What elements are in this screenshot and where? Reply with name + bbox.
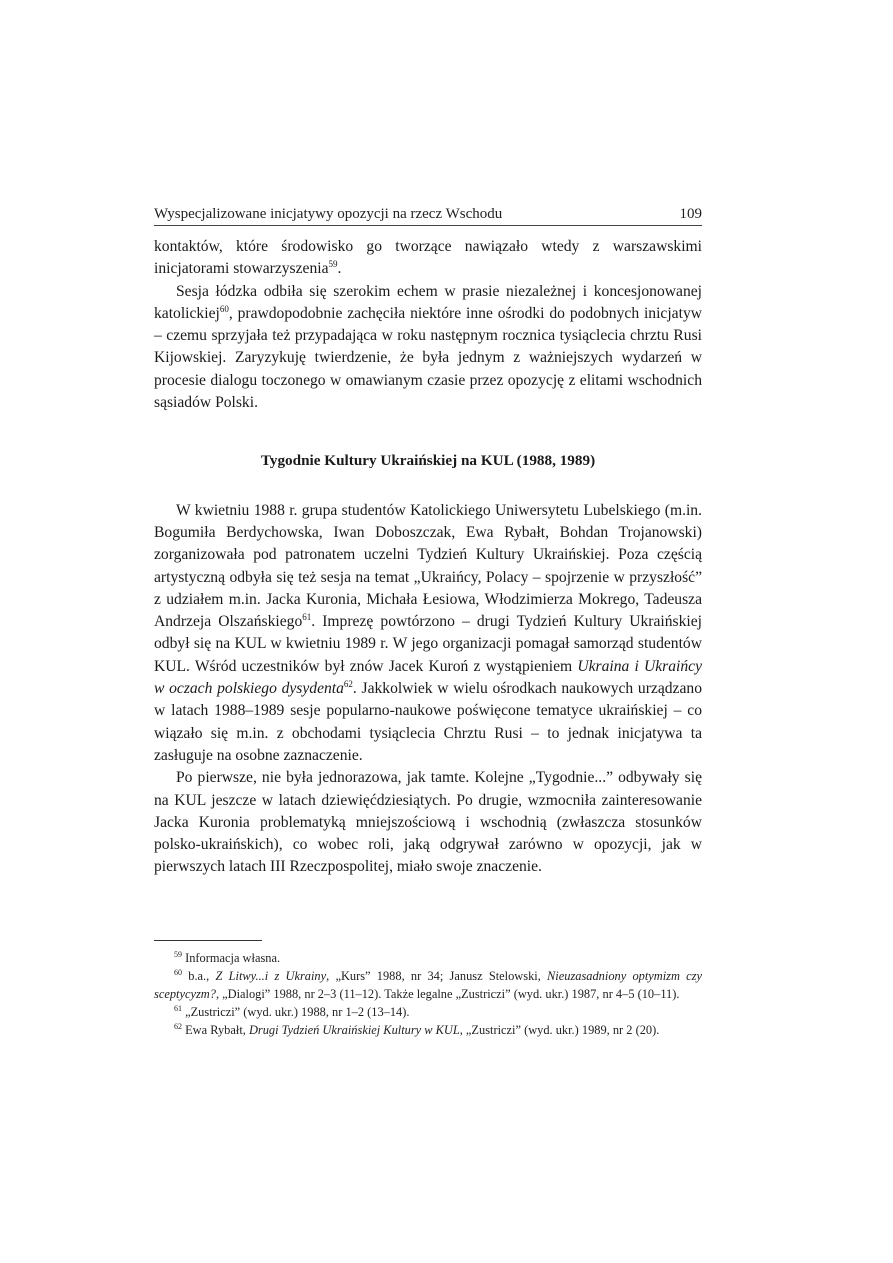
footnote-59: $^{59}$ Informacja własna. (174, 950, 281, 965)
running-header (154, 206, 702, 226)
footnote-divider (154, 940, 262, 941)
paragraph-2: Sesja łódzka odbiła się szerokim echem w prasie niezależnej i koncesjonowanej katolickiej$^{60}$, prawdopodobnie zachęciła niektóre inne ośrodki do podobnych inicjatyw – czemu sprzyjała też przypadająca w roku następnym rocznica tysiąclecia chrztu Rusi Kijowskiej. Zaryzykuję twierdzenie, że była jednym z ważniejszych wydarzeń w procesie dialogu toczonego w omawianym czasie przez opozycję z elitami wschodnich sąsiadów Polski. (154, 282, 702, 412)
footnote-ref-59: 59 (328, 259, 338, 270)
footnote-ref-61: 61 (302, 612, 312, 623)
footnote-62: $^{62}$ Ewa Rybałt, Drugi Tydzień Ukraińskiej Kultury w KUL, „Zustriczi” (wyd. ukr.) 1989, nr 2 (20). (174, 1022, 660, 1037)
footnote-ref-60: 60 (219, 303, 229, 314)
footnote-60: $^{60}$ b.a., Z Litwy...i z Ukrainy, „Kurs” 1988, nr 34; Janusz Stelowski, Nieuzasadniony optymizm czy sceptycyzm?, „Dialogi” 1988, nr 2–3 (11–12). Także legalne „Zustriczi” (wyd. ukr.) 1987, nr 4–5 (10–11). (154, 968, 703, 1001)
running-title: Wyspecjalizowane inicjatywy opozycji na rzecz Wschodu (154, 206, 503, 222)
page-number: 109 (679, 206, 702, 222)
footnotes (154, 940, 702, 1039)
lecture-title: Ukraina i Ukraińcy w oczach polskiego dysydenta (154, 657, 702, 698)
paragraph-3: W kwietniu 1988 r. grupa studentów Katolickiego Uniwersytetu Lubelskiego (m.in. Bogumiła Berdychowska, Iwan Doboszczak, Ewa Rybałt, Bohdan Trojanowski) zorganizowała pod patronatem uczelni Tydzień Kultury Ukraińskiej. Poza częścią artystyczną odbyła się też sesja na temat „Ukraińcy, Polacy – spojrzenie w przyszłość” z udziałem m.in. Jacka Kuronia, Michała Łesiowa, Włodzimierza Mokrego, Tadeusza Andrzeja Olszańskiego$^{61}$. Imprezę powtórzono – drugi Tydzień Kultury Ukraińskiej odbył się na KUL w kwietniu 1989 r. W jego organizacji pomagał samorząd studentów KUL. Wśród uczestników był znów Jacek Kuroń z wystąpieniem Ukraina i Ukraińcy w oczach polskiego dysydenta$^{62}$. Jakkolwiek w wielu ośrodkach naukowych urządzano w latach 1988–1989 sesje popularno-naukowe poświęcone tematyce ukraińskiej – co wiązało się m.in. z obchodami tysiąclecia Chrztu Rusi – to jednak inicjatywa ta zasługuje na osobne zaznaczenie. (154, 501, 702, 764)
footnote-61: $^{61}$ „Zustriczi” (wyd. ukr.) 1988, nr 1–2 (13–14). (174, 1004, 410, 1019)
paragraph-1: kontaktów, które środowisko go tworzące nawiązało wtedy z warszawskimi inicjatorami stowarzyszenia$^{59}$. (154, 238, 702, 278)
main-text (154, 236, 702, 879)
footnote-ref-62: 62 (343, 679, 353, 690)
section-heading: Tygodnie Kultury Ukraińskiej na KUL (1988, 1989) (260, 452, 596, 470)
paragraph-4: Po pierwsze, nie była jednorazowa, jak tamte. Kolejne „Tygodnie...” odbywały się na KUL jeszcze w latach dziewięćdziesiątych. Po drugie, wzmocniła zainteresowanie Jacka Kuronia problematyką mniejszościową i wschodnią (zwłaszcza stosunków polsko-ukraińskich), co wobec roli, jaką odgrywał zarówno w opozycji, jak w pierwszych latach III Rzeczpospolitej, miało swoje znaczenie. (154, 769, 702, 876)
